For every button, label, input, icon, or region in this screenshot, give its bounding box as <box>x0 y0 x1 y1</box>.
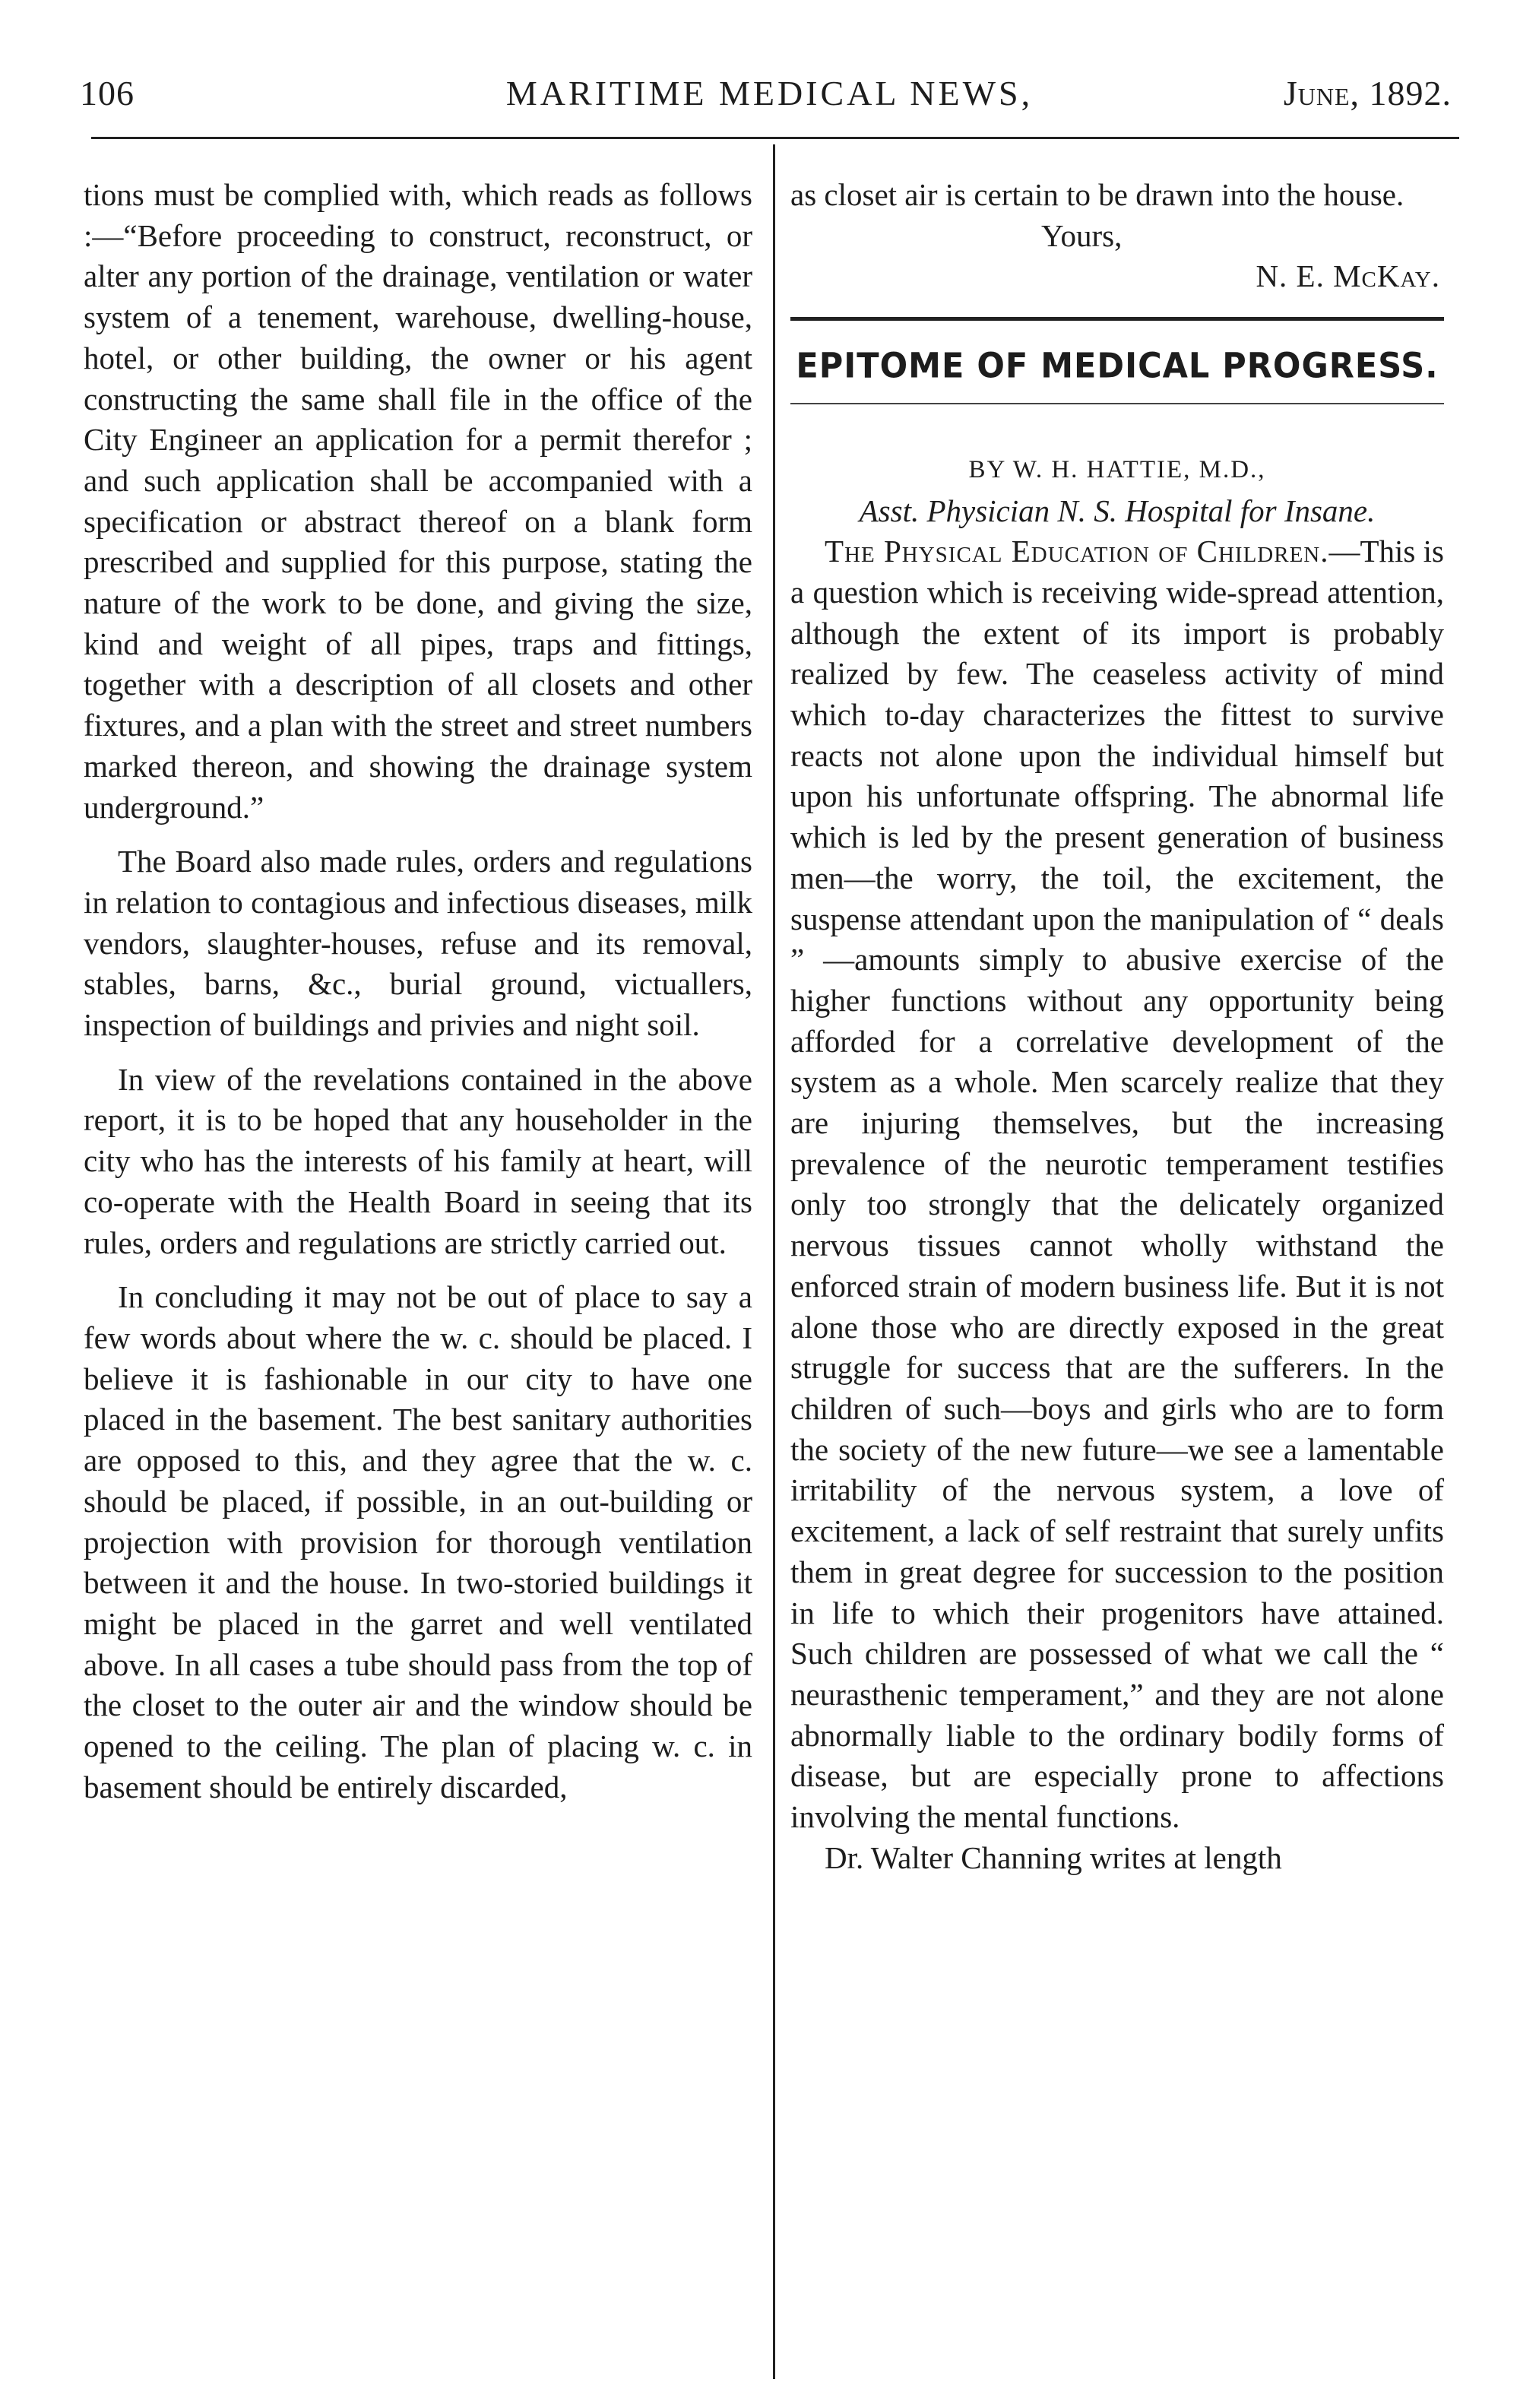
paragraph-physical-education <box>790 531 1444 1838</box>
paragraph-concluding: In concluding it may not be out of place to say a few words about where the w. c. should be placed. I believe it is fashionable in our city to have one placed in the basement. The best sanitary authorities are opposed to this, and they agree that the w. c. should be placed, if possible, in an out-building or projection with provision for thorough ventilation between it and the house. In two-storied buildings it might be placed in the garret and well ventilated above. In all cases a tube should pass from the top of the closet to the outer air and the window should be opened to the ceiling. The plan of placing w. c. in basement should be entirely discarded, <box>84 1279 752 1804</box>
paragraph-revelations: In view of the revelations contained in the above report, it is to be hoped that any householder in the city who has the interests of his family at heart, will co-operate with the Health Board in seeing that its rules, orders and regulations are strictly carried out. <box>84 1061 752 1260</box>
paragraph-lead-heading: The Physical Education of Children. <box>825 534 1329 569</box>
paragraph-body: —This is a question which is receiving wide-spread attention, although the extent of its import is probably realized by few. The ceaseless activity of mind which to-day characterizes the fittest to survive reacts not alone upon the individual himself but upon his unfortunate offspring. The abnormal life which is led by the present generation of business men—the worry, the toil, the excitement, the suspense attendant upon the manipulation of “ deals ” —amounts simply to abusive exercise of the higher functions without any opportunity being afforded for a correlative development of the system as a whole. Men scarcely realize that they are injuring themselves, but the increasing prevalence of the neurotic temperament testifies only too strongly that the delicately organized nervous tissues cannot wholly withstand the enforced strain of modern business life. But it is not alone those who are directly exposed in the great struggle for success that are the sufferers. In the children of such—boys and girls who are to form the society of the new future—we see a lamentable irritability of the nervous system, a love of excitement, a lack of self restraint that surely unfits them in great degree for succession to the position in life to which their progenitors have attained. Such children are possessed of what we call the “ neurasthenic temperament,” and they are not alone abnormally liable to the ordinary bodily forms of disease, but are especially prone to affections involving the mental functions. <box>790 534 1445 1835</box>
column-divider <box>773 144 775 2379</box>
section-rule-top <box>790 317 1444 321</box>
section-rule-bottom <box>790 403 1444 404</box>
journal-title: MARITIME MEDICAL NEWS, <box>505 74 1034 112</box>
author-affiliation: Asst. Physician N. S. Hospital for Insane. <box>859 493 1376 528</box>
header-rule <box>91 137 1459 139</box>
page-number: 106 <box>80 74 135 112</box>
letter-signoff <box>790 216 1444 297</box>
paragraph-closet-air: as closet air is certain to be drawn into the house. <box>790 177 1404 212</box>
signoff-yours: Yours, <box>1041 217 1123 253</box>
left-column <box>84 175 752 1808</box>
issue-date: June, 1892. <box>1283 74 1452 112</box>
signoff-author: N. E. McKay. <box>1256 258 1440 294</box>
byline: BY W. H. HATTIE, M.D., <box>968 455 1266 483</box>
paragraph-channing: Dr. Walter Channing writes at length <box>825 1839 1282 1875</box>
right-column <box>790 175 1444 1878</box>
paragraph-board-rules: The Board also made rules, orders and regulations in relation to contagious and infectious diseases, milk vendors, slaughter-houses, refuse and its removal, stables, barns, &c., burial ground, victuallers, inspection of buildings and privies and night soil. <box>84 844 752 1043</box>
section-title: EPITOME OF MEDICAL PROGRESS. <box>796 346 1439 387</box>
running-header <box>72 73 1467 134</box>
paragraph-bylaw-quote: tions must be complied with, which reads as follows :—“Before proceeding to construct, reconstruct, or alter any portion of the drainage, ventilation or water system of a tenement, warehouse, dwelling-house, hotel, or other building, the owner or his agent constructing the same shall file in the office of the City Engineer an application for a permit therefor ; and such application shall be accompanied with a specification or abstract thereof on a blank form prescribed and supplied for this purpose, stating the nature of the work to be done, and giving the size, kind and weight of all pipes, traps and fittings, together with a description of all closets and other fixtures, and a plan with the street and street numbers marked thereon, and showing the drainage system underground.” <box>84 177 752 825</box>
